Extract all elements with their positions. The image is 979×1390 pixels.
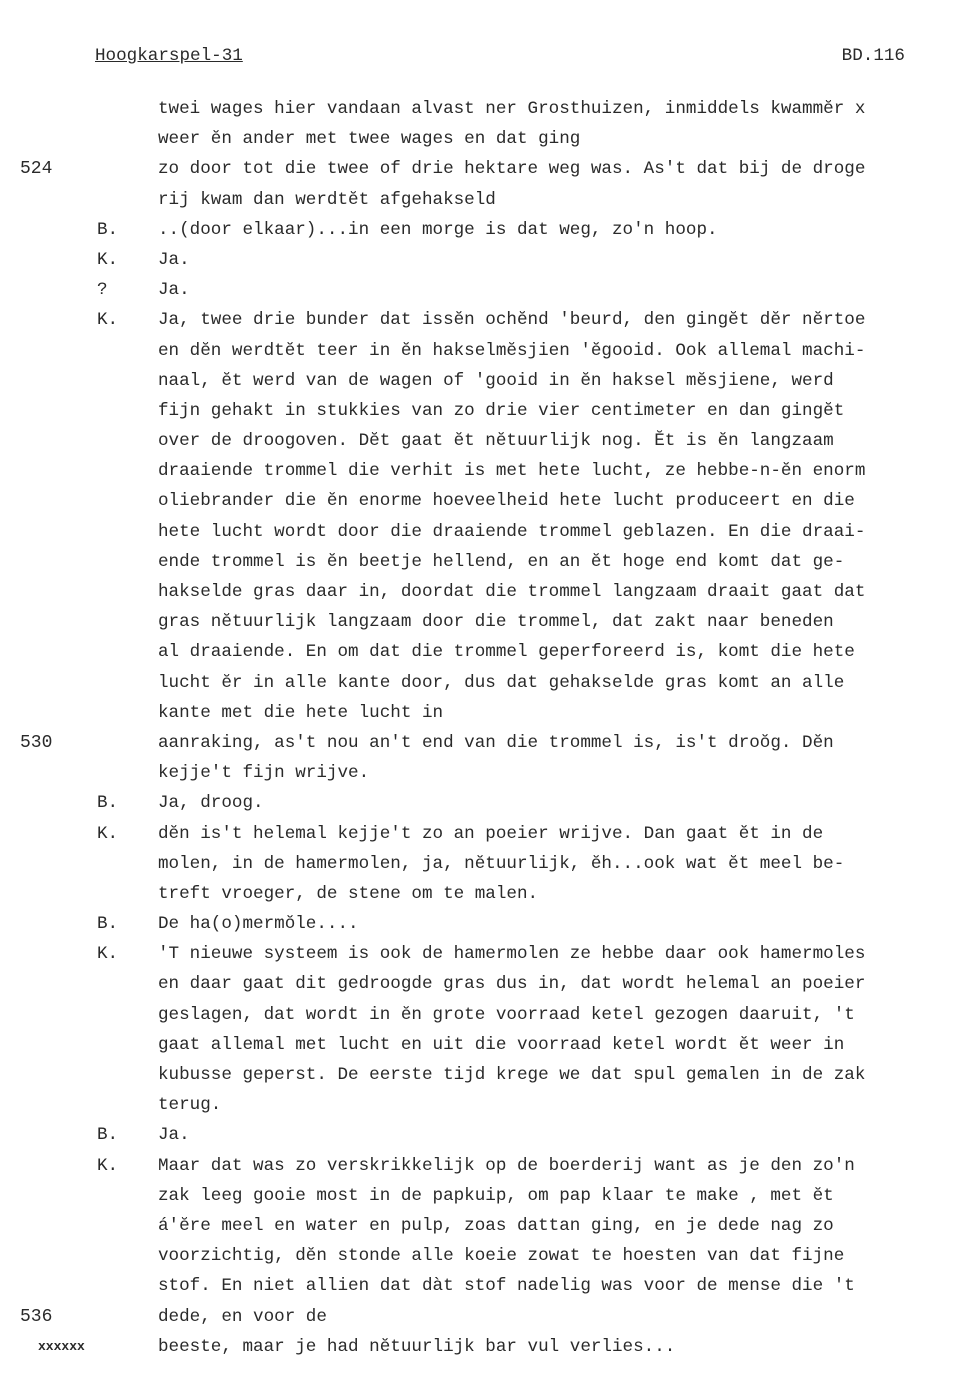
- line-text: fijn gehakt in stukkies van zo drie vier centimeter en dan gingĕt: [158, 400, 845, 421]
- line-text: geslagen, dat wordt in ĕn grote voorraad ketel gezogen daaruit, 't: [158, 1004, 855, 1025]
- transcript-line: [0, 849, 979, 879]
- transcript-line: [0, 1332, 979, 1362]
- line-text: draaiende trommel die verhit is met hete lucht, ze hebbe-n-ĕn enorm: [158, 461, 866, 482]
- transcript-line: [0, 154, 979, 184]
- line-text: naal, ĕt werd van de wagen of 'gooid in ĕn haksel mĕsjiene, werd: [158, 370, 834, 391]
- line-text: Ja.: [158, 1125, 190, 1146]
- transcript-line: [0, 305, 979, 335]
- line-text: stof. En niet allien dat dàt stof nadelig was voor de mense die 't: [158, 1276, 855, 1297]
- line-text: ende trommel is ĕn beetje hellend, en an ĕt hoge end komt dat ge-: [158, 551, 845, 572]
- speaker-label: K.: [97, 823, 119, 844]
- transcript-line: [0, 456, 979, 486]
- line-text: Ja, droog.: [158, 793, 264, 814]
- transcript-body: [0, 94, 979, 1362]
- transcript-line: [0, 1030, 979, 1060]
- transcript-line: [0, 245, 979, 275]
- line-text: voorzichtig, dĕn stonde alle koeie zowat te hoesten van dat fijne: [158, 1246, 845, 1267]
- transcript-line: [0, 275, 979, 305]
- transcript-line: [0, 1151, 979, 1181]
- line-text: hete lucht wordt door die draaiende trommel geblazen. En die draai-: [158, 521, 866, 542]
- transcript-line: [0, 1211, 979, 1241]
- line-text: dĕn is't helemal kejje't zo an poeier wrijve. Dan gaat ĕt in de: [158, 823, 824, 844]
- line-text: gras nĕtuurlijk langzaam door die trommel, dat zakt naar beneden: [158, 612, 834, 633]
- line-text: De ha(o)mermŏle....: [158, 914, 359, 935]
- line-text: aanraking, as't nou an't end van die trommel is, is't droŏg. Dĕn: [158, 732, 834, 753]
- transcript-line: [0, 124, 979, 154]
- transcript-line: [0, 788, 979, 818]
- transcript-line: [0, 637, 979, 667]
- transcript-line: [0, 909, 979, 939]
- line-text: Ja, twee drie bunder dat issĕn ochĕnd 'beurd, den gingĕt dĕr nĕrtoe: [158, 310, 866, 331]
- transcript-line: [0, 94, 979, 124]
- speaker-label: ?: [97, 280, 108, 301]
- line-text: Ja.: [158, 249, 190, 270]
- line-number: 524: [20, 159, 53, 180]
- transcript-line: [0, 758, 979, 788]
- line-text: molen, in de hamermolen, ja, nĕtuurlijk, ĕh...ook wat ĕt meel be-: [158, 853, 845, 874]
- line-text: twei wages hier vandaan alvast ner Grosthuizen, inmiddels kwammĕr x: [158, 99, 866, 119]
- transcript-line: [0, 819, 979, 849]
- transcript-line: [0, 426, 979, 456]
- transcript-line: [0, 879, 979, 909]
- line-text: 'T nieuwe systeem is ook de hamermolen ze hebbe daar ook hamermoles: [158, 944, 866, 965]
- speaker-label: B.: [97, 219, 119, 240]
- line-text: zo door tot die twee of drie hektare weg was. As't dat bij de droge: [158, 159, 866, 180]
- line-text: treft vroeger, de stene om te malen.: [158, 883, 539, 904]
- line-text: weer ĕn ander met twee wages en dat ging: [158, 129, 581, 150]
- transcript-line: [0, 517, 979, 547]
- line-text: en daar gaat dit gedroogde gras dus in, dat wordt helemal an poeier: [158, 974, 866, 995]
- line-number: 530: [20, 732, 53, 753]
- line-text: beeste, maar je had nĕtuurlijk bar vul verlies...: [158, 1336, 676, 1357]
- line-text: rij kwam dan werdtĕt afgehakseld: [158, 189, 496, 210]
- transcript-line: [0, 577, 979, 607]
- line-text: kejje't fijn wrijve.: [158, 763, 370, 784]
- transcript-line: [0, 607, 979, 637]
- transcript-line: [0, 668, 979, 698]
- line-text: terug.: [158, 1095, 222, 1116]
- line-text: en dĕn werdtĕt teer in ĕn hakselmĕsjien 'ĕgooid. Ook allemal machi-: [158, 340, 866, 361]
- transcript-line: [0, 336, 979, 366]
- transcript-line: [0, 396, 979, 426]
- line-text: kante met die hete lucht in: [158, 702, 444, 723]
- speaker-label: B.: [97, 1125, 119, 1146]
- transcript-line: [0, 939, 979, 969]
- line-text: dede, en voor de: [158, 1306, 327, 1327]
- transcript-line: [0, 1120, 979, 1150]
- transcript-line: [0, 185, 979, 215]
- transcript-line: [0, 1241, 979, 1271]
- transcript-line: [0, 969, 979, 999]
- speaker-label: K.: [97, 1155, 119, 1176]
- transcript-line: [0, 698, 979, 728]
- speaker-label: K.: [97, 249, 119, 270]
- transcript-line: [0, 1181, 979, 1211]
- speaker-label: B.: [97, 914, 119, 935]
- speaker-label: K.: [97, 944, 119, 965]
- line-text: gaat allemal met lucht en uit die voorraad ketel wordt ĕt weer in: [158, 1034, 845, 1055]
- line-text: Maar dat was zo verskrikkelijk op de boerderij want as je den zo'n: [158, 1155, 855, 1176]
- line-text: Ja.: [158, 280, 190, 301]
- line-text: zak leeg gooie most in de papkuip, om pap klaar te make , met ĕt: [158, 1185, 834, 1206]
- speaker-label: B.: [97, 793, 119, 814]
- line-text: over de droogoven. Dĕt gaat ĕt nĕtuurlijk nog. Ĕt is ĕn langzaam: [158, 431, 834, 452]
- line-text: al draaiende. En om dat die trommel geperforeerd is, komt die hete: [158, 642, 855, 663]
- line-number: 536: [20, 1306, 53, 1327]
- transcript-line: [0, 215, 979, 245]
- speaker-label: K.: [97, 310, 119, 331]
- transcript-line: [0, 1302, 979, 1332]
- page-code: BD.116: [841, 46, 905, 66]
- transcript-line: [0, 547, 979, 577]
- document-title: Hoogkarspel-31: [95, 46, 243, 66]
- line-text: lucht ĕr in alle kante door, dus dat gehakselde gras komt an alle: [158, 672, 845, 693]
- page-header: [95, 46, 905, 70]
- line-text: oliebrander die ĕn enorme hoeveelheid hete lucht produceert en die: [158, 491, 855, 512]
- line-text: ..(door elkaar)...in een morge is dat weg, zo'n hoop.: [158, 219, 718, 240]
- transcript-line: [0, 366, 979, 396]
- transcript-line: [0, 1090, 979, 1120]
- transcript-line: [0, 486, 979, 516]
- transcript-line: [0, 1000, 979, 1030]
- line-text: á'ĕre meel en water en pulp, zoas dattan ging, en je dede nag zo: [158, 1215, 834, 1236]
- line-text: kubusse geperst. De eerste tijd krege we dat spul gemalen in de zak: [158, 1065, 866, 1085]
- line-text: hakselde gras daar in, doordat die trommel langzaam draait gaat dat: [158, 582, 866, 602]
- struck-margin-mark: xxxxxx: [38, 1338, 85, 1354]
- transcript-line: [0, 1271, 979, 1301]
- transcript-line: [0, 728, 979, 758]
- transcript-line: [0, 1060, 979, 1090]
